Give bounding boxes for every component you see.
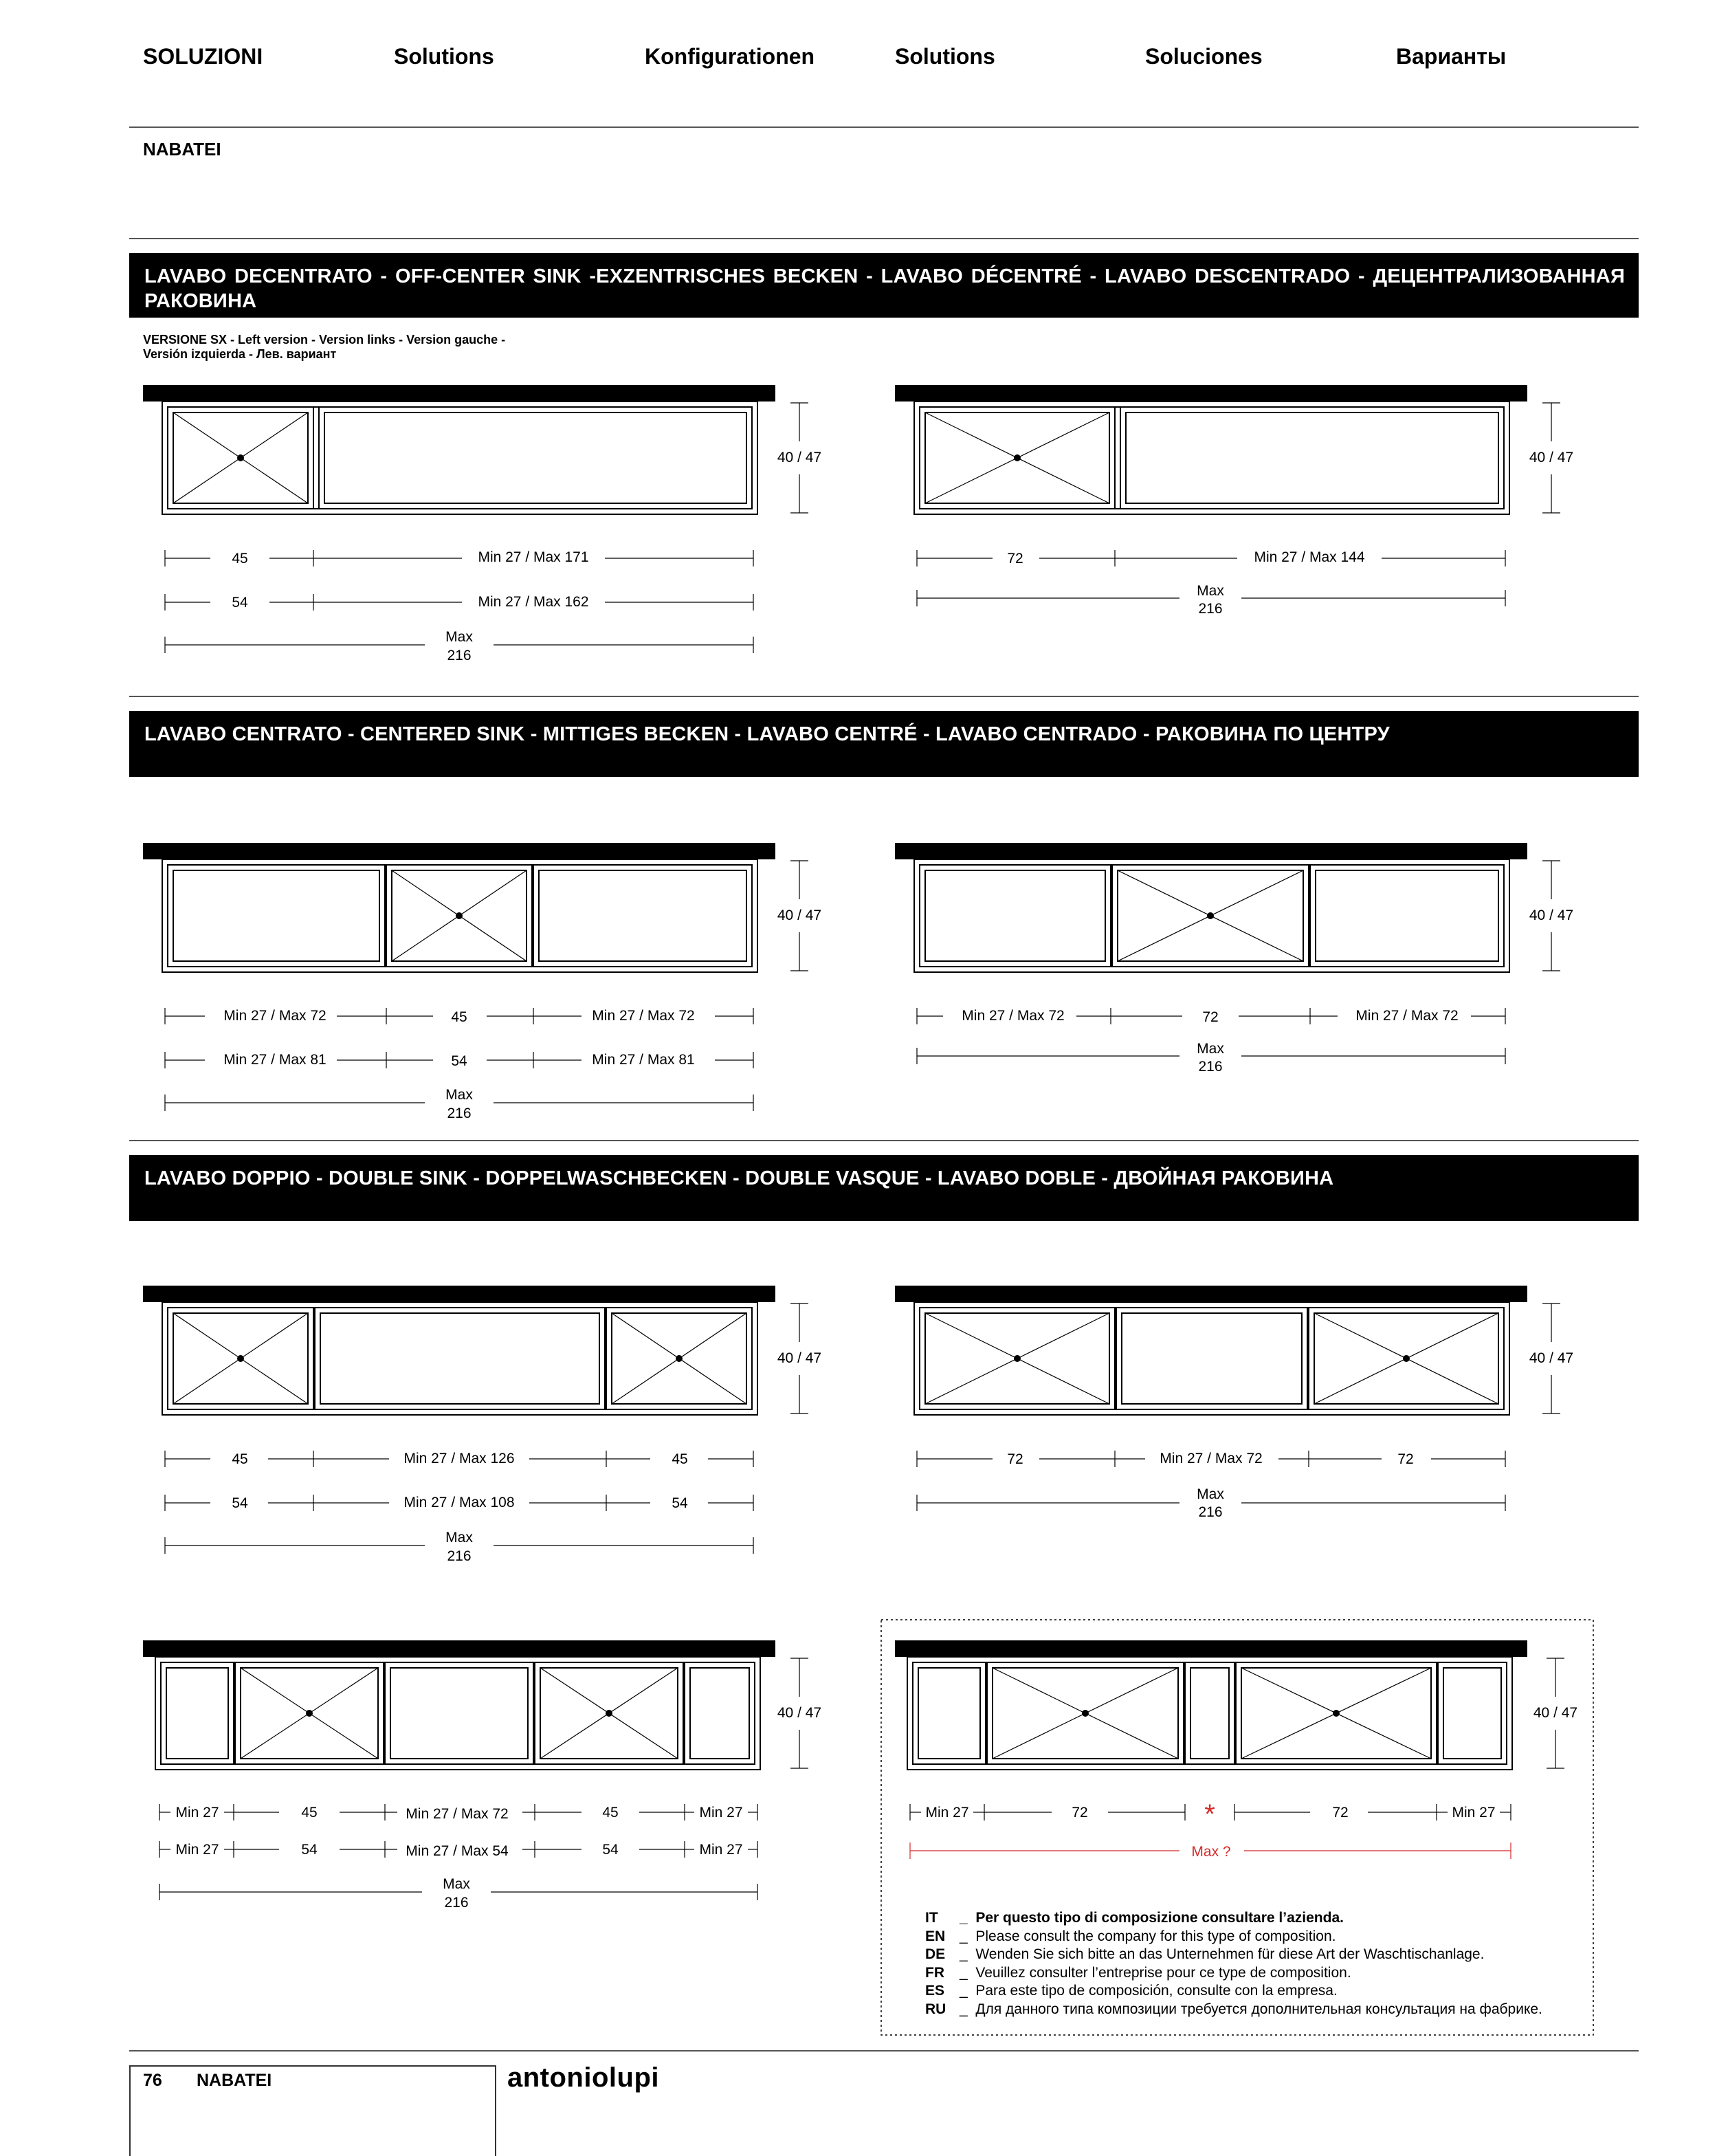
notice-fr-code: FR: [925, 1964, 944, 1981]
d5-dim-sink-left-2: 54: [232, 1495, 248, 1511]
d5-total-value: 216: [447, 1548, 472, 1564]
section-title-double: LAVABO DOPPIO - DOUBLE SINK - DOPPELWASCHBECKEN - DOUBLE VASQUE - LAVABO DOBLE - ДВОЙНАЯ РАКОВИНА: [129, 1155, 1639, 1221]
d6-dim-top: Min 27 / Max 72: [1160, 1451, 1263, 1466]
d4-dim-sink: 72: [1202, 1009, 1219, 1025]
d6-total-label: Max: [1197, 1486, 1224, 1502]
d6-dim-sink-left: 72: [1007, 1451, 1023, 1467]
d7-dim-e-2: Min 27: [699, 1842, 743, 1858]
notice-de: [925, 1946, 1578, 1964]
d7-dim-c: Min 27 / Max 72: [406, 1806, 509, 1822]
d5-total-label: Max: [445, 1530, 473, 1546]
d3-dim-sink-2: 54: [451, 1053, 467, 1069]
notice-de-text: Wenden Sie sich bitte an das Unternehmen für diese Art der Waschtischanlage.: [975, 1946, 1485, 1962]
version-note: VERSIONE SX - Left version - Version links - Version gauche - Versión izquierda - Лев. вариант: [143, 333, 506, 361]
d2-dim-sink: 72: [1007, 551, 1023, 566]
section-title-centered: LAVABO CENTRATO - CENTERED SINK - MITTIGES BECKEN - LAVABO CENTRÉ - LAVABO CENTRADO - РАКОВИНА ПО ЦЕНТРУ: [129, 711, 1639, 777]
d4-dim-right: Min 27 / Max 72: [1355, 1008, 1459, 1024]
d4-total-value: 216: [1198, 1059, 1223, 1075]
diagram-double-b: [895, 1286, 1560, 1511]
notice-en-text: Please consult the company for this type of composition.: [975, 1928, 1336, 1944]
product-subtitle: NABATEI: [143, 139, 221, 160]
d7-dim-e: Min 27: [699, 1805, 743, 1820]
d7-dim-b-2: 54: [301, 1842, 318, 1858]
d3-dim-right-2: Min 27 / Max 81: [592, 1052, 695, 1068]
d7-total-value: 216: [444, 1895, 469, 1911]
notice-en-dash: _: [960, 1928, 976, 1944]
notice-it-dash: _: [960, 1910, 976, 1926]
d5-dim-sink-left: 45: [232, 1451, 248, 1467]
diagram-double-d: [895, 1640, 1564, 1859]
diagram-centered-a: [143, 843, 808, 1111]
diagram-double-a: [143, 1286, 808, 1554]
d1-height: 40 / 47: [777, 450, 822, 465]
d2-total-value: 216: [1198, 601, 1223, 617]
page-number: 76: [143, 2071, 162, 2090]
d6-total-value: 216: [1198, 1504, 1223, 1520]
header-col-it: SOLUZIONI: [143, 44, 263, 69]
notice-it-code: IT: [925, 1910, 938, 1926]
footer-box: [129, 2065, 496, 2156]
d1-total-value: 216: [447, 648, 472, 663]
d2-total-label: Max: [1197, 583, 1224, 599]
d6-dim-sink-right: 72: [1397, 1451, 1414, 1467]
d7-dim-c-2: Min 27 / Max 54: [406, 1843, 509, 1859]
d7-dim-a-2: Min 27: [175, 1842, 219, 1858]
footer-title: NABATEI: [197, 2071, 272, 2090]
d1-dim-top-2: Min 27 / Max 162: [478, 594, 589, 610]
d5-dim-sink-right-2: 54: [672, 1495, 688, 1511]
d8-dim-d: 72: [1332, 1805, 1349, 1820]
d1-dim-top: Min 27 / Max 171: [478, 549, 589, 565]
notice-ru-dash: _: [960, 2001, 976, 2017]
notice-it-text: Per questo tipo di composizione consultare l’azienda.: [975, 1910, 1344, 1926]
d4-height: 40 / 47: [1529, 908, 1574, 923]
d8-height: 40 / 47: [1533, 1705, 1578, 1721]
notice-fr-dash: _: [960, 1964, 976, 1981]
notice-ru-code: RU: [925, 2001, 946, 2017]
header-col-es: Soluciones: [1145, 44, 1263, 69]
d5-height: 40 / 47: [777, 1350, 822, 1366]
d6-height: 40 / 47: [1529, 1350, 1574, 1366]
d1-dim-sink-2: 54: [232, 595, 248, 610]
d7-dim-d-2: 54: [602, 1842, 619, 1858]
notice-es-text: Para este tipo de composición, consulte con la empresa.: [975, 1983, 1338, 1999]
d3-dim-left: Min 27 / Max 72: [223, 1008, 326, 1024]
notice-it: [925, 1909, 1578, 1928]
section-title-off-center: LAVABO DECENTRATO - OFF-CENTER SINK -EXZENTRISCHES BECKEN - LAVABO DÉCENTRÉ - LAVABO DESCENTRADO - ДЕЦЕНТРАЛИЗОВАННАЯ РАКОВИНА: [129, 253, 1639, 318]
d8-dim-b: 72: [1072, 1805, 1088, 1820]
d3-dim-left-2: Min 27 / Max 81: [223, 1052, 326, 1068]
notice-es-dash: _: [960, 1983, 976, 1999]
d3-height: 40 / 47: [777, 908, 822, 923]
header-col-de: Konfigurationen: [645, 44, 815, 69]
d7-dim-b: 45: [301, 1805, 318, 1820]
d4-dim-left: Min 27 / Max 72: [962, 1008, 1065, 1024]
diagram-off-center-single-a: [143, 385, 808, 653]
notice-es: [925, 1982, 1578, 2001]
d5-dim-sink-right: 45: [672, 1451, 688, 1467]
notice-ru-text: Для данного типа композиции требуется дополнительная консультация на фабрике.: [975, 2001, 1542, 2017]
d5-dim-top: Min 27 / Max 126: [403, 1451, 515, 1466]
d1-total-label: Max: [445, 629, 473, 645]
d3-total-label: Max: [445, 1087, 473, 1103]
d8-total: Max ?: [1191, 1844, 1231, 1860]
d7-total-label: Max: [443, 1876, 470, 1892]
d8-dim-e: Min 27: [1452, 1805, 1496, 1820]
d8-dim-a: Min 27: [925, 1805, 969, 1820]
notice-en: [925, 1928, 1578, 1946]
notice-fr: [925, 1964, 1578, 1983]
d3-dim-sink: 45: [451, 1009, 467, 1025]
d2-height: 40 / 47: [1529, 450, 1574, 465]
d1-dim-sink: 45: [232, 551, 248, 566]
d2-dim-top: Min 27 / Max 144: [1254, 549, 1365, 565]
diagram-double-c: [143, 1640, 808, 1900]
header-col-en: Solutions: [394, 44, 494, 69]
header-col-fr: Solutions: [895, 44, 995, 69]
brand-logo: antoniolupi: [507, 2062, 660, 2093]
d5-dim-top-2: Min 27 / Max 108: [403, 1495, 515, 1510]
notice-de-code: DE: [925, 1946, 946, 1962]
consult-notice: [925, 1909, 1578, 2018]
d3-total-value: 216: [447, 1106, 472, 1121]
notice-en-code: EN: [925, 1928, 946, 1944]
d7-dim-d: 45: [602, 1805, 619, 1820]
header-col-ru: Варианты: [1396, 44, 1507, 69]
diagram-off-center-single-b: [895, 385, 1560, 606]
d7-dim-a: Min 27: [175, 1805, 219, 1820]
footer-rule: [129, 2050, 1639, 2052]
notice-ru: [925, 2001, 1578, 2019]
d7-height: 40 / 47: [777, 1705, 822, 1721]
notice-de-dash: _: [960, 1946, 976, 1962]
notice-es-code: ES: [925, 1983, 945, 1999]
d4-total-label: Max: [1197, 1041, 1224, 1057]
notice-fr-text: Veuillez consulter l’entreprise pour ce type de composition.: [975, 1964, 1351, 1981]
d8-dim-unknown: *: [1204, 1799, 1215, 1829]
diagram-centered-b: [895, 843, 1560, 1064]
d3-dim-right: Min 27 / Max 72: [592, 1008, 695, 1024]
